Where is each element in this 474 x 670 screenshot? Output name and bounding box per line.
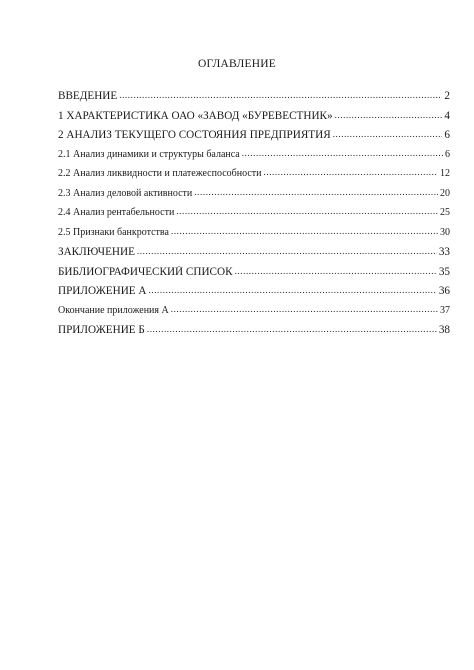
dot-leader: [335, 110, 443, 121]
toc-entry-bibliography[interactable]: [58, 266, 450, 286]
toc-entry-label: 2.3 Анализ деловой активности: [58, 187, 193, 199]
toc-entry-page: 35: [438, 265, 450, 278]
dot-leader: [235, 266, 437, 277]
toc-entry-appendix-a[interactable]: [58, 285, 450, 305]
dot-leader: [333, 129, 443, 140]
toc-entry-page: 2: [444, 90, 450, 102]
toc-entry-label: ВВЕДЕНИЕ: [58, 90, 118, 102]
toc-entry-page: 36: [438, 285, 450, 297]
dot-leader: [176, 207, 438, 217]
dot-leader: [171, 227, 438, 237]
toc-entry-page: 37: [440, 304, 450, 316]
dot-leader: [242, 149, 443, 159]
toc-entry-section-2-3[interactable]: [58, 188, 450, 208]
toc-entry-page: 25: [440, 207, 450, 218]
toc-entry-section-2-4[interactable]: [58, 207, 450, 227]
dot-leader: [264, 168, 439, 178]
toc-entry-page: 20: [440, 187, 450, 199]
toc-entry-introduction[interactable]: [58, 90, 450, 110]
toc-entry-page: 6: [445, 148, 450, 160]
toc-entry-label: 2 АНАЛИЗ ТЕКУЩЕГО СОСТОЯНИЯ ПРЕДПРИЯТИЯ: [58, 129, 331, 141]
toc-entry-label: ПРИЛОЖЕНИЕ А: [58, 285, 147, 297]
dot-leader: [171, 305, 438, 315]
toc-entry-page: 38: [438, 324, 450, 336]
toc-entry-section-2-2[interactable]: [58, 168, 450, 188]
toc-entry-label: 2.2 Анализ ликвидности и платежеспособности: [58, 168, 262, 179]
toc-entry-page: 4: [444, 109, 450, 122]
toc-entry-page: 6: [444, 129, 450, 141]
dot-leader: [137, 246, 437, 257]
toc-entry-label: 2.1 Анализ динамики и структуры баланса: [58, 148, 240, 160]
toc-entry-label: Окончание приложения А: [58, 304, 169, 316]
table-of-contents: [58, 90, 450, 344]
toc-entry-section-2-5[interactable]: [58, 227, 450, 247]
toc-entry-label: ПРИЛОЖЕНИЕ Б: [58, 324, 145, 336]
toc-entry-appendix-b[interactable]: [58, 324, 450, 344]
toc-entry-label: БИБЛИОГРАФИЧЕСКИЙ СПИСОК: [58, 265, 233, 278]
toc-entry-conclusion[interactable]: [58, 246, 450, 266]
toc-entry-page: 33: [438, 246, 450, 258]
dot-leader: [149, 285, 437, 296]
toc-title: ОГЛАВЛЕНИЕ: [198, 58, 276, 70]
dot-leader: [119, 90, 442, 101]
toc-entry-chapter-2[interactable]: [58, 129, 450, 149]
toc-entry-label: 2.5 Признаки банкротства: [58, 226, 169, 238]
toc-entry-appendix-a-end[interactable]: [58, 305, 450, 325]
toc-entry-label: 1 ХАРАКТЕРИСТИКА ОАО «ЗАВОД «БУРЕВЕСТНИК»: [58, 109, 333, 122]
toc-entry-label: ЗАКЛЮЧЕНИЕ: [58, 246, 135, 258]
toc-entry-chapter-1[interactable]: [58, 110, 450, 130]
toc-entry-label: 2.4 Анализ рентабельности: [58, 207, 175, 218]
toc-entry-page: 30: [440, 226, 450, 238]
dot-leader: [147, 324, 437, 335]
toc-entry-page: 12: [440, 168, 450, 179]
toc-entry-section-2-1[interactable]: [58, 149, 450, 169]
dot-leader: [194, 188, 438, 198]
